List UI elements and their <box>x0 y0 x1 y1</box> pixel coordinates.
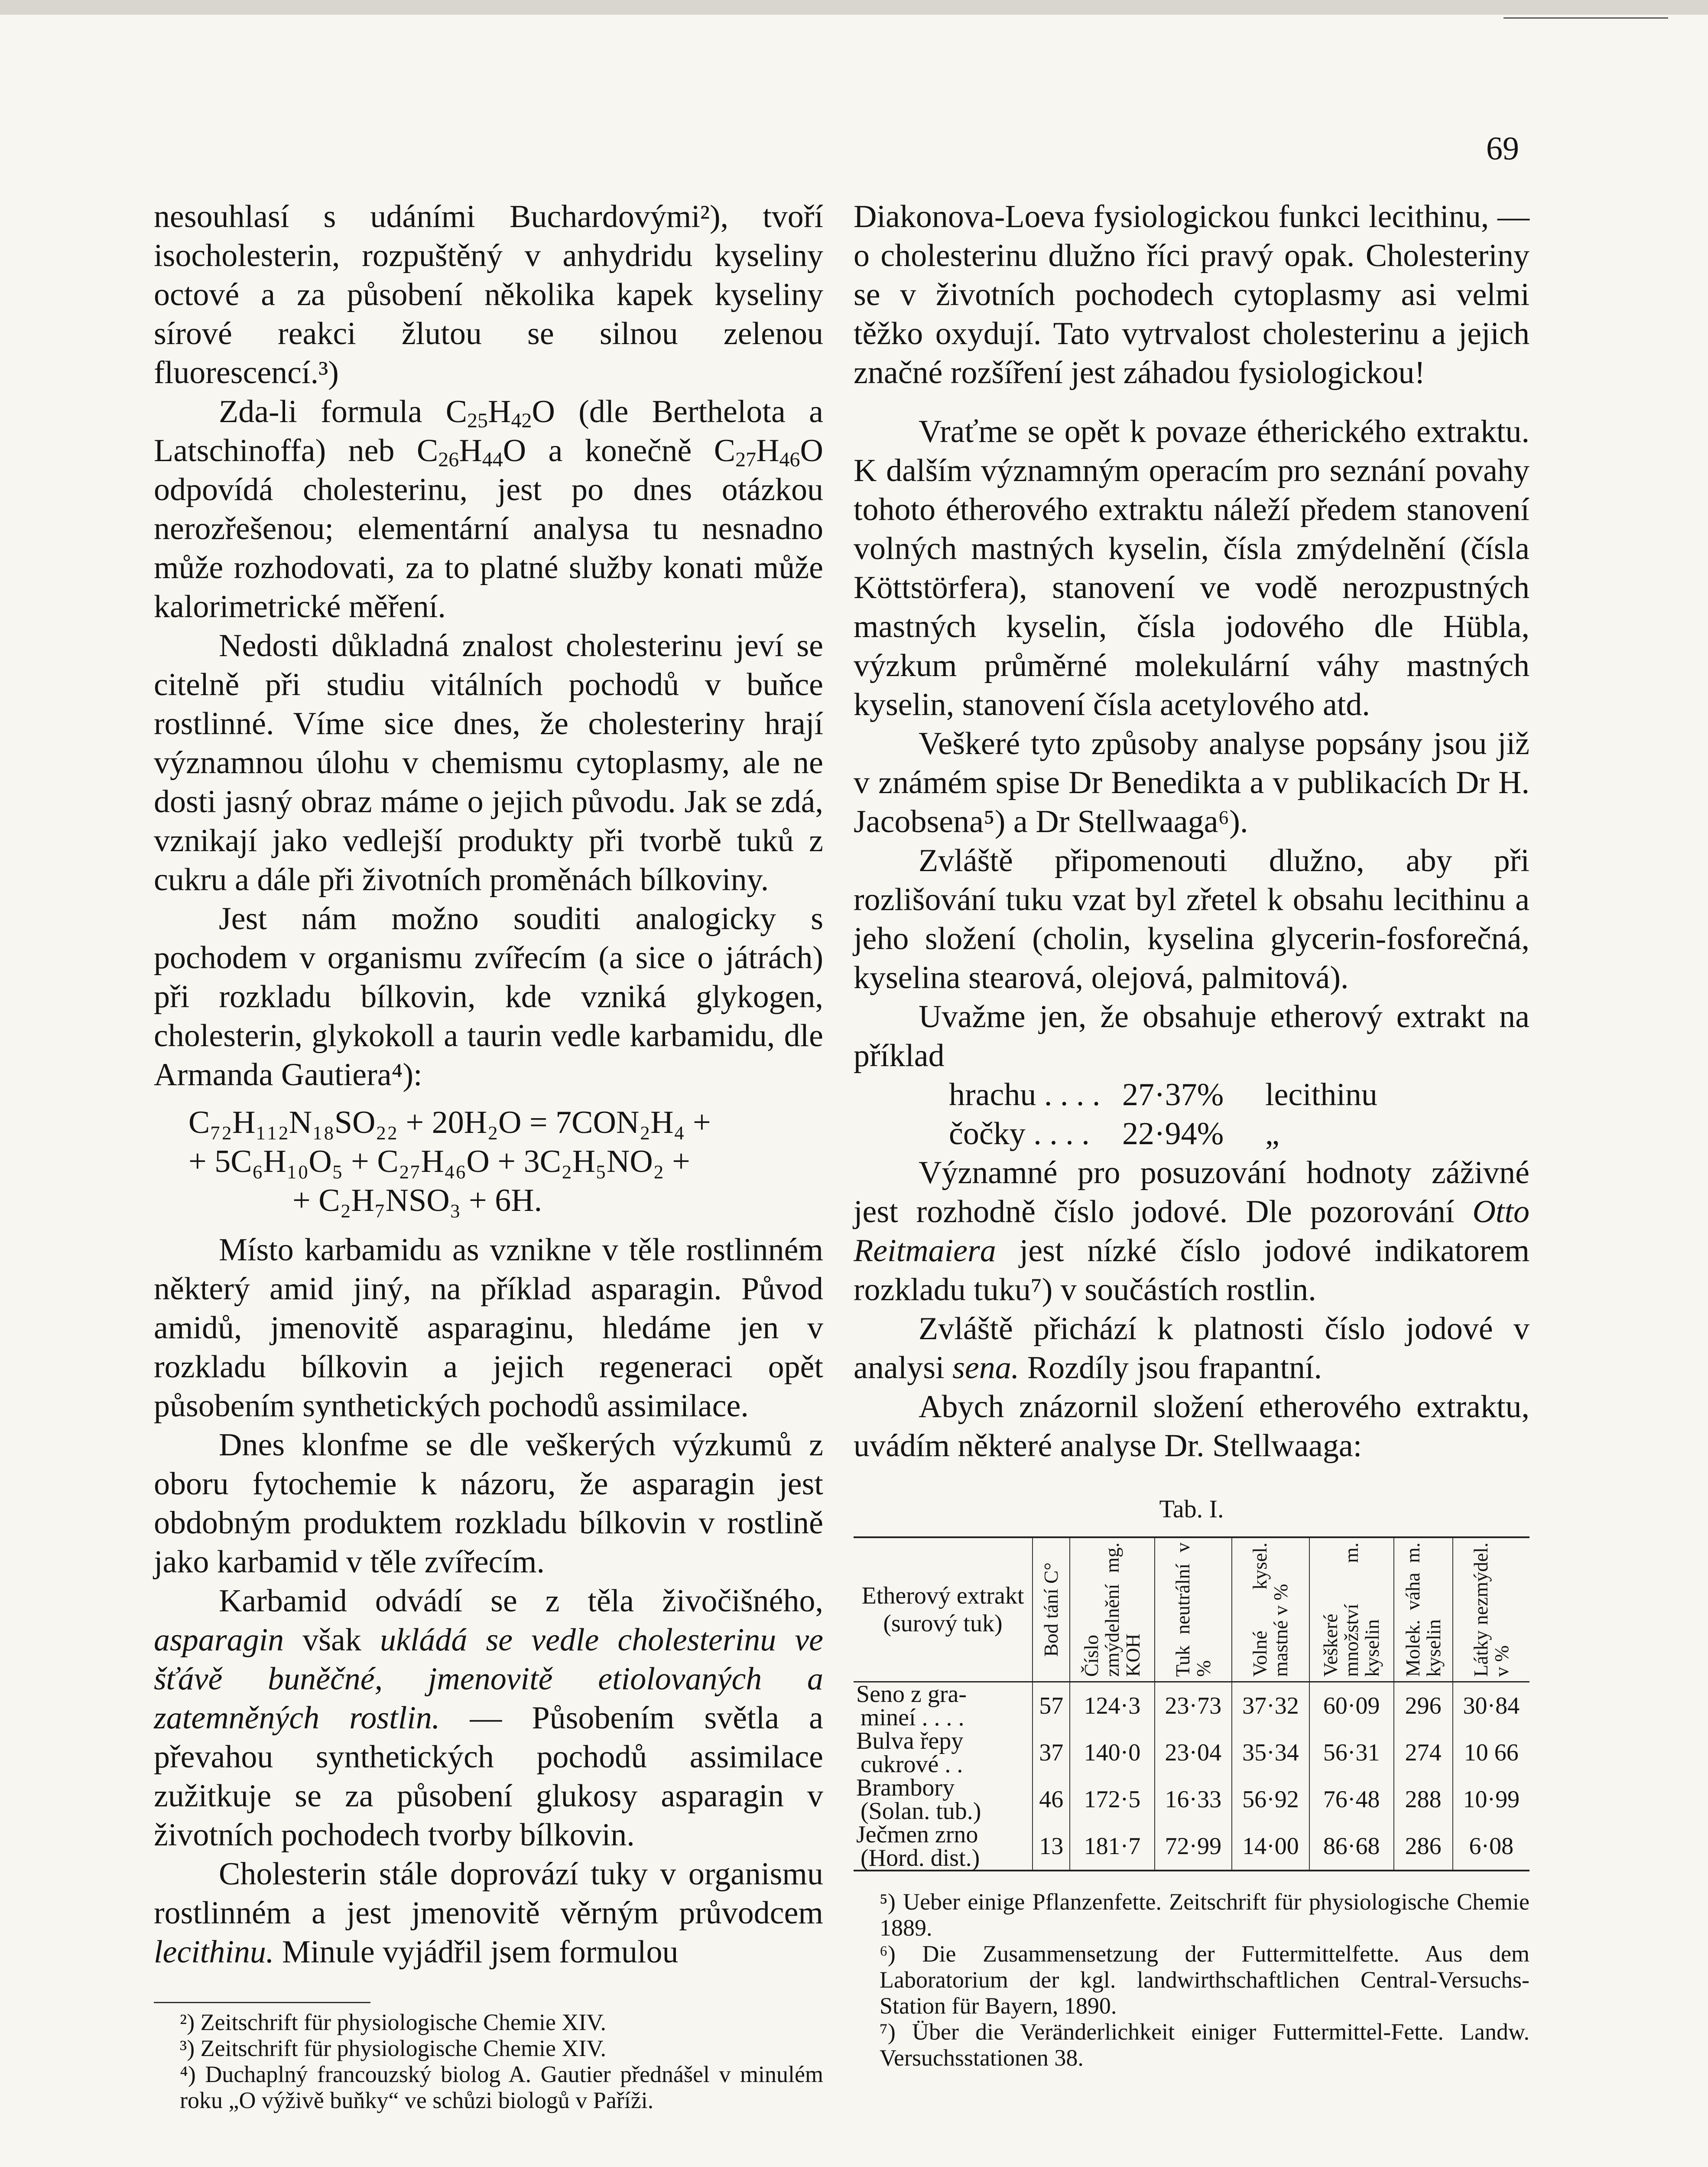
lecithin-value-row: hrachu . . . . 27·37% lecithinu <box>949 1077 1377 1113</box>
table-cell: 56·31 <box>1309 1729 1394 1776</box>
paragraph: Cholesterin stále doprovází tuky v organismu rostlinném a jest jmenovitě věrným průvodcem lecithinu. Minule vyjádřil jsem formulou <box>154 1856 823 1970</box>
table-cell: 35·34 <box>1232 1729 1309 1776</box>
footnote: ²) Zeitschrift für physiologische Chemie XIV. <box>180 2009 606 2035</box>
table-cell: 274 <box>1394 1729 1453 1776</box>
row-label: Brambory (Solan. tub.) <box>856 1774 981 1825</box>
footnote: ⁴) Duchaplný francouzský biolog A. Gautier přednášel v minulém roku „O výživě buňky“ ve schůzi biologů v Paříži. <box>180 2061 823 2113</box>
table-cell: 76·48 <box>1309 1776 1394 1823</box>
paragraph: nesouhlasí s udáními Buchardovými²), tvoří isocholesterin, rozpuštěný v anhydridu kyseliny octové a za působení několika kapek kyseliny sírové reakci žlutou se silnou zelenou fluorescencí.³) <box>154 199 823 390</box>
paragraph: Zvláště připomenouti dlužno, aby při rozlišování tuku vzat byl zřetel k obsahu lecithinu a jeho složení (cholin, kyselina glycerin-fosforečná, kyselina stearová, olejová, palmitová). <box>854 843 1529 996</box>
table-cell: 13 <box>1033 1823 1070 1871</box>
lecithin-value-row: čočky . . . . 22·94% „ <box>949 1116 1279 1152</box>
footnotes-right <box>854 1889 1529 2071</box>
table-header: Veškeré množství m. kyselin <box>1309 1537 1394 1682</box>
table-cell: 30·84 <box>1453 1682 1529 1730</box>
paragraph: Zvláště přichází k platnosti číslo jodové v analysi sena. Rozdíly jsou frapantní. <box>854 1311 1529 1386</box>
row-label: Ječmen zrno (Hord. dist.) <box>856 1821 980 1871</box>
paragraph: Diakonova-Loeva fysiologickou funkci lecithinu, — o cholesterinu dlužno říci pravý opak. Cholesteriny se v životních pochodech cytoplasmy asi velmi těžko oxydují. Tato vytrvalost cholesterinu a jejich značné rozšíření jest záhadou fysiologickou! <box>854 199 1529 390</box>
page-number: 69 <box>1486 130 1519 167</box>
table-cell: 14·00 <box>1232 1823 1309 1871</box>
footnote: ⁵) Ueber einige Pflanzenfette. Zeitschrift für physiologische Chemie 1889. <box>880 1889 1529 1941</box>
table-header: Volné kysel. mastné v % <box>1232 1537 1309 1682</box>
table-cell: 124·3 <box>1070 1682 1154 1730</box>
table-header: Tuk neutrální v % <box>1155 1537 1232 1682</box>
paragraph: Abych znázornil složení etherového extraktu, uvádím některé analyse Dr. Stellwaaga: <box>854 1389 1529 1464</box>
table-header: Číslo zmýdelnění mg. KOH <box>1070 1537 1154 1682</box>
page-top-edge <box>0 0 1708 15</box>
footnote: ³) Zeitschrift für physiologische Chemie XIV. <box>180 2035 606 2061</box>
paragraph: Nedosti důkladná znalost cholesterinu jeví se citelně při studiu vitálních pochodů v buňce rostlinné. Víme sice dnes, že cholesteriny hrají významnou úlohu v chemismu cytoplasmy, ale ne dosti jasný obraz máme o jejich původu. Jak se zdá, vznikají jako vedlejší produkty při tvorbě tuků z cukru a dále při životních proměnách bílkoviny. <box>154 628 823 898</box>
equation-line: C₇₂H₁₁₂N₁₈SO₂₂ + 20H₂O = 7CON₂H₄ + <box>188 1105 711 1140</box>
paragraph: Významné pro posuzování hodnoty záživné jest rozhodně číslo jodové. Dle pozorování Otto Reitmaiera jest nízké číslo jodové indikatorem rozkladu tuku⁷) v součástích rostlin. <box>854 1155 1530 1308</box>
table-header: Látky nezmýdel. v % <box>1453 1537 1529 1682</box>
chemical-equation <box>154 1103 823 1220</box>
table-cell: 288 <box>1394 1776 1453 1823</box>
table-row <box>854 1682 1529 1730</box>
paragraph-formula-question: Zda-li formula $C_{25}H_{42}O$ (dle Berthelota a Latschinoffa) neb $C_{26}H_{44}O$ a konečně $C_{27}H_{46}O$ odpovídá cholesterinu, jest po dnes otázkou nerozřešenou; elementární analysa tu nesnadno může rozhodovati, za to platné služby konati může kalorimetrické měření. <box>154 394 823 625</box>
paragraph: Jest nám možno souditi analogicky s pochodem v organismu zvířecím (a sice o játrách) při rozkladu bílkovin, kde vzniká glykogen, cholesterin, glykokoll a taurin vedle karbamidu, dle Armanda Gautiera⁴): <box>154 901 823 1093</box>
row-label: Seno z gra- mineí . . . . <box>856 1681 967 1731</box>
table-header: Bod tání C° <box>1033 1537 1070 1682</box>
table-cell: 46 <box>1033 1776 1070 1823</box>
equation-line: + 5C₆H₁₀O₅ + C₂₇H₄₆O + 3C₂H₅NO₂ + <box>188 1144 690 1179</box>
footnote: ⁷) Über die Veränderlichkeit einiger Futtermittel-Fette. Landw. Versuchsstationen 38. <box>880 2019 1529 2071</box>
table-cell: 10 66 <box>1453 1729 1529 1776</box>
row-label: Bulva řepy cukrové . . <box>856 1728 964 1778</box>
paragraph: Veškeré tyto způsoby analyse popsány jsou již v známém spise Dr Benedikta a v publikacích Dr H. Jacobsena⁵) a Dr Stellwaaga⁶). <box>854 726 1529 839</box>
table-cell: 72·99 <box>1155 1823 1232 1871</box>
equation-line: + C₂H₇NSO₃ + 6H. <box>292 1183 542 1218</box>
table-cell: 56·92 <box>1232 1776 1309 1823</box>
table-cell: 37·32 <box>1232 1682 1309 1730</box>
table-cell: 23·73 <box>1155 1682 1232 1730</box>
table-cell: 296 <box>1394 1682 1453 1730</box>
paragraph: Vraťme se opět k povaze étherického extraktu. K dalším významným operacím pro seznání povahy tohoto étherového extraktu náleží předem stanovení volných mastných kyselin, čísla zmýdelnění (čísla Köttstörfera), stanovení ve vodě nerozpustných mastných kyselin, čísla jodového dle Hübla, výzkum průměrné molekulární váhy mastných kyselin, stanovení čísla acetylového atd. <box>854 414 1529 722</box>
table-cell: 172·5 <box>1070 1776 1154 1823</box>
table-cell: 23·04 <box>1155 1729 1232 1776</box>
table-row <box>854 1729 1529 1776</box>
table-cell: 16·33 <box>1155 1776 1232 1823</box>
table-cell: 86·68 <box>1309 1823 1394 1871</box>
table-cell: 10·99 <box>1453 1776 1529 1823</box>
table-header: Molek. váha m. kyselin <box>1394 1537 1453 1682</box>
right-column <box>854 197 1529 2071</box>
paragraph: Karbamid odvádí se z těla živočišného, asparagin však ukládá se vedle cholesterinu ve šťávě buněčné, jmenovitě etiolovaných a zatemněných rostlin. — Působením světla a převahou synthetických pochodů assimilace zužitkuje se za působení glukosy asparagin v životních pochodech tvorby bílkovin. <box>154 1583 824 1853</box>
footnotes-left <box>154 2009 823 2113</box>
table-cell: 181·7 <box>1070 1823 1154 1871</box>
table-header: Etherový extrakt (surový tuk) <box>854 1537 1033 1682</box>
footnote: ⁶) Die Zusammensetzung der Futtermittelfette. Aus dem Laboratorium der kgl. landwirthschaftlichen Central-Versuchs-Station für Bayern, 1890. <box>880 1941 1529 2019</box>
scan-mark <box>1503 17 1668 19</box>
table-cell: 140·0 <box>1070 1729 1154 1776</box>
footnote-rule <box>154 2002 370 2003</box>
left-column <box>154 197 823 2113</box>
table-cell: 286 <box>1394 1823 1453 1871</box>
table-cell: 6·08 <box>1453 1823 1529 1871</box>
table-header-row <box>854 1537 1529 1682</box>
data-table <box>854 1536 1529 1871</box>
paragraph: Místo karbamidu as vznikne v těle rostlinném některý amid jiný, na příklad asparagin. Původ amidů, jmenovitě asparaginu, hledáme jen v rozkladu bílkovin a jejich regeneraci opět působením synthetických pochodů assimilace. <box>154 1232 823 1424</box>
table-cell: 37 <box>1033 1729 1070 1776</box>
paragraph: Uvažme jen, že obsahuje etherový extrakt na příklad <box>854 999 1529 1074</box>
table-row <box>854 1776 1529 1823</box>
table-cell: 60·09 <box>1309 1682 1394 1730</box>
table-caption: Tab. I. <box>1159 1495 1224 1523</box>
table-row <box>854 1823 1529 1871</box>
paragraph: Dnes klonfme se dle veškerých výzkumů z oboru fytochemie k názoru, že asparagin jest obdobným produktem rozkladu bílkovin v rostlině jako karbamid v těle zvířecím. <box>154 1427 823 1580</box>
table-cell: 57 <box>1033 1682 1070 1730</box>
